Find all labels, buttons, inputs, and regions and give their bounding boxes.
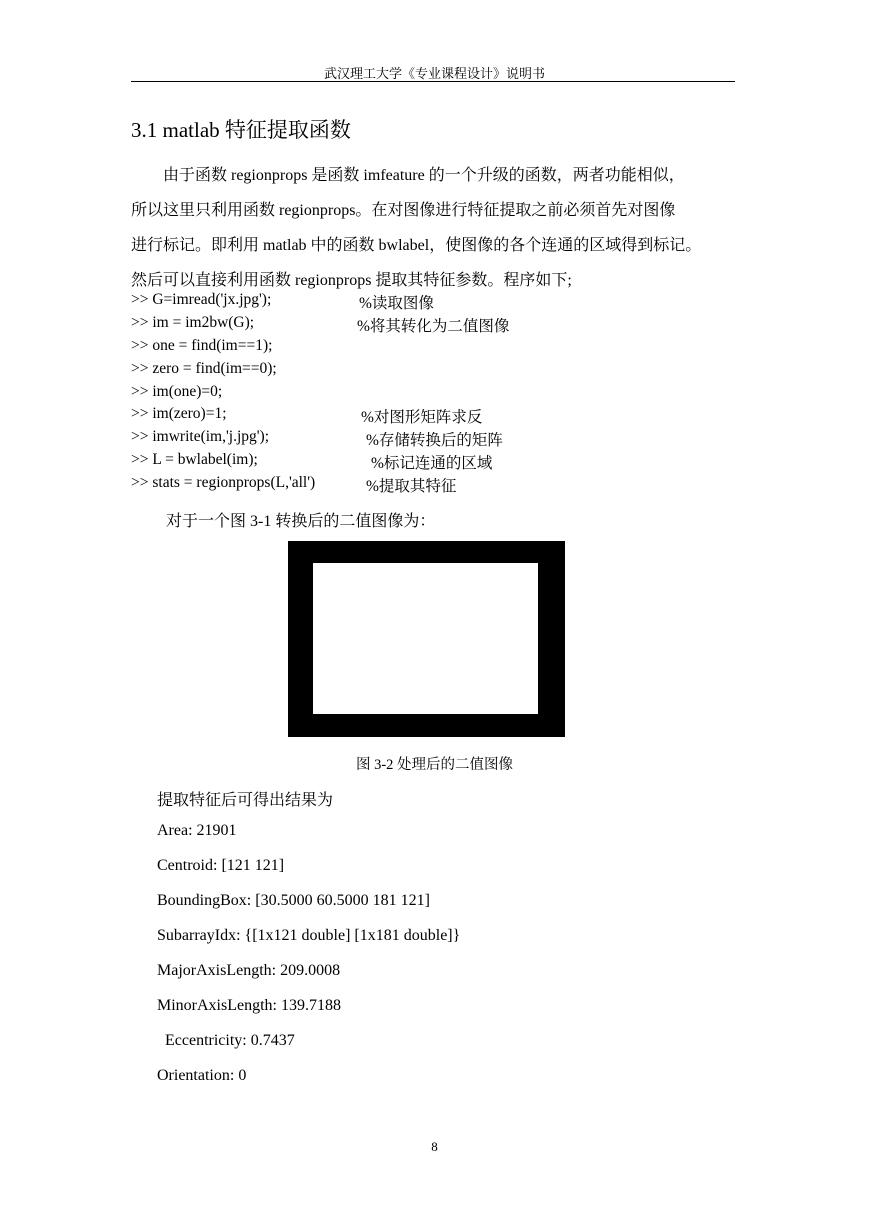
result-line: BoundingBox: [30.5000 60.5000 181 121] <box>157 892 430 909</box>
code-line: >> zero = find(im==0); <box>131 360 277 377</box>
binary-image-figure <box>288 541 565 737</box>
code-line: >> imwrite(im,'j.jpg'); <box>131 428 270 445</box>
code-comment: %存储转换后的矩阵 <box>366 432 503 449</box>
paragraph-line: 然后可以直接利用函数 regionprops 提取其特征参数。程序如下; <box>131 272 572 289</box>
result-line: Area: 21901 <box>157 822 237 839</box>
code-line: >> im(zero)=1; <box>131 405 227 422</box>
paragraph-line: 进行标记。即利用 matlab 中的函数 bwlabel，使图像的各个连通的区域得到标记。 <box>131 237 702 254</box>
figure-caption: 图 3-2 处理后的二值图像 <box>355 757 514 773</box>
code-comment: %读取图像 <box>359 295 434 312</box>
results-intro: 提取特征后可得出结果为 <box>157 792 334 809</box>
result-line: Orientation: 0 <box>157 1067 247 1084</box>
code-comment: %标记连通的区域 <box>371 455 493 472</box>
page-number: 8 <box>431 1139 438 1154</box>
code-line: >> L = bwlabel(im); <box>131 451 258 468</box>
result-line: MajorAxisLength: 209.0008 <box>157 962 341 979</box>
paragraph-line: 由于函数 regionprops 是函数 imfeature 的一个升级的函数，两者功能相似， <box>163 167 685 184</box>
result-line: Eccentricity: 0.7437 <box>157 1032 295 1049</box>
page-header: 武汉理工大学《专业课程设计》说明书 <box>323 66 545 81</box>
code-line: >> im(one)=0; <box>131 383 223 400</box>
result-line: SubarrayIdx: {[1x121 double] [1x181 double]} <box>157 927 461 944</box>
code-line: >> im = im2bw(G); <box>131 314 255 331</box>
code-line: >> G=imread('jx.jpg'); <box>131 291 272 308</box>
paragraph-line: 所以这里只利用函数 regionprops。在对图像进行特征提取之前必须首先对图像 <box>131 202 676 219</box>
figure-intro: 对于一个图 3-1 转换后的二值图像为： <box>166 513 436 530</box>
code-line: >> one = find(im==1); <box>131 337 273 354</box>
code-line: >> stats = regionprops(L,'all') <box>131 474 316 491</box>
code-comment: %对图形矩阵求反 <box>361 409 483 426</box>
result-line: Centroid: [121 121] <box>157 857 285 874</box>
code-comment: %提取其特征 <box>366 478 457 495</box>
white-region <box>313 563 538 714</box>
header-rule <box>131 81 735 82</box>
section-title: 3.1 matlab 特征提取函数 <box>131 118 351 142</box>
result-line: MinorAxisLength: 139.7188 <box>157 997 341 1014</box>
code-comment: %将其转化为二值图像 <box>357 318 510 335</box>
